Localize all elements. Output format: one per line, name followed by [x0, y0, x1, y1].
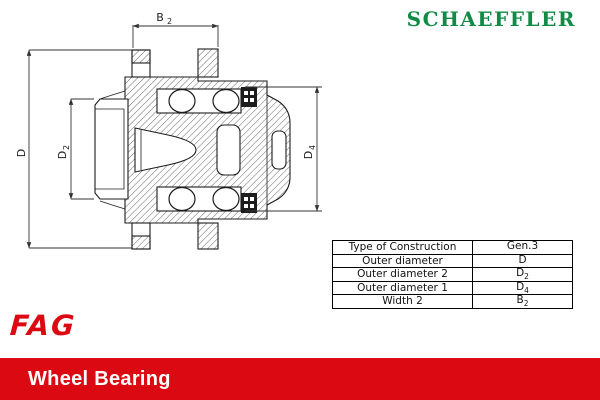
- label-B2: [156, 11, 172, 26]
- label-D2: [56, 145, 71, 159]
- svg-text:D: D: [15, 148, 28, 158]
- table-row: [333, 241, 573, 255]
- svg-text:B: B: [156, 11, 164, 24]
- svg-text:2: 2: [167, 17, 173, 26]
- label-D: [15, 149, 28, 157]
- spec-value: D: [473, 254, 573, 268]
- table-row: [333, 281, 573, 295]
- table-row: [333, 254, 573, 268]
- spec-label: Outer diameter: [333, 254, 473, 268]
- product-title: Wheel Bearing: [28, 368, 171, 390]
- label-D4: [302, 145, 317, 159]
- flange-fillet-top: [100, 91, 125, 99]
- footer-bar: [0, 358, 600, 400]
- svg-text:D: D: [302, 150, 315, 160]
- hub-cross-section: [95, 49, 290, 249]
- svg-text:D: D: [56, 150, 69, 160]
- spec-value: $D_4$: [473, 281, 573, 295]
- spec-label: Outer diameter 1: [333, 281, 473, 295]
- spec-value: Gen.3: [473, 241, 573, 255]
- flange-fillet-bottom: [100, 201, 125, 209]
- schaeffler-logo: SCHAEFFLER: [406, 7, 576, 31]
- spec-label: Width 2: [333, 295, 473, 309]
- flange-bolt-hole: [272, 131, 286, 169]
- spec-value: $D_2$: [473, 268, 573, 282]
- svg-text:4: 4: [308, 144, 317, 150]
- wheel-pilot: [95, 99, 128, 199]
- spec-label: Outer diameter 2: [333, 268, 473, 282]
- wheel-bearing-drawing: [0, 0, 340, 310]
- table-row: [333, 268, 573, 282]
- fag-logo: FAG: [8, 309, 78, 342]
- spec-table: [332, 240, 573, 309]
- table-row: [333, 295, 573, 309]
- spec-label: Type of Construction: [333, 241, 473, 255]
- spec-value: $B_2$: [473, 295, 573, 309]
- inner-cavity: [217, 125, 240, 175]
- svg-text:2: 2: [62, 144, 71, 150]
